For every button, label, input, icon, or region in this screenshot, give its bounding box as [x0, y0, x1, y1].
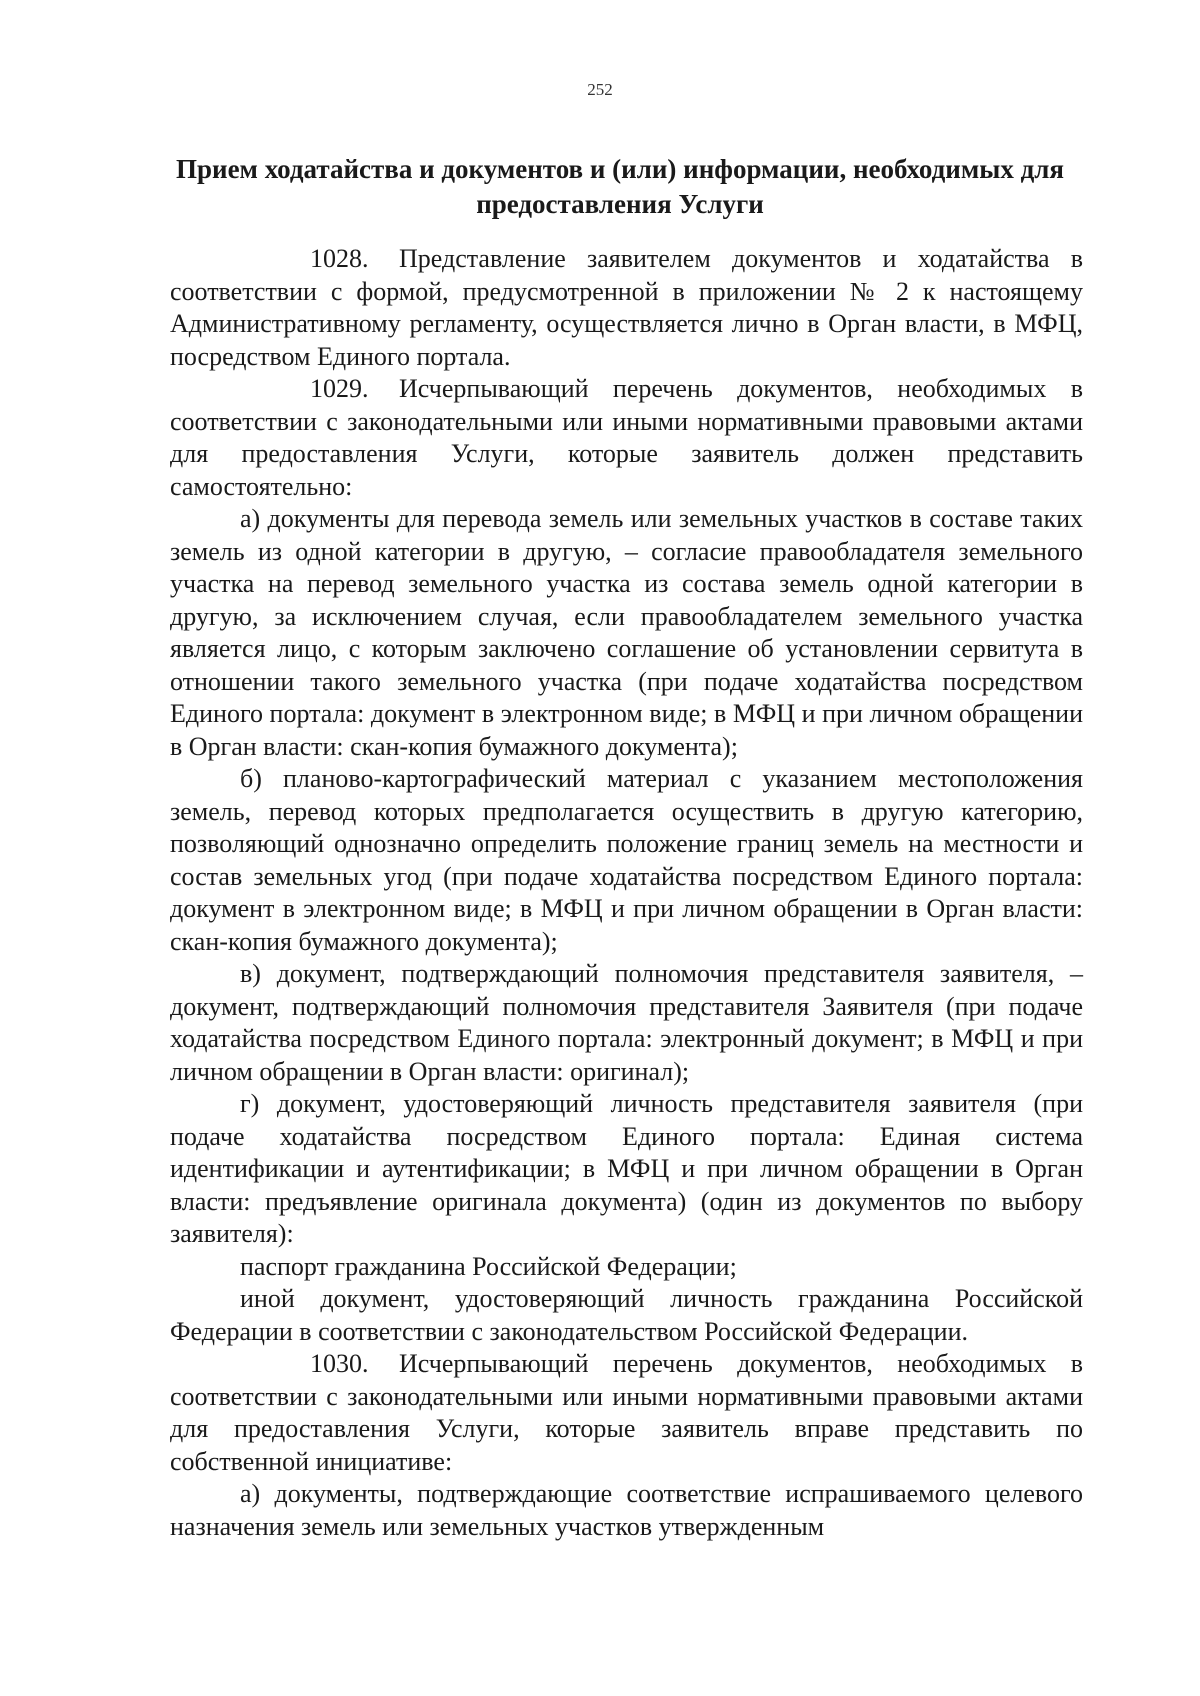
paragraph-number: 1028.	[310, 244, 369, 273]
paragraph-number: 1029.	[310, 374, 369, 403]
page-number: 252	[587, 80, 613, 99]
document-body	[170, 243, 1083, 1543]
paragraph-text: Исчерпывающий перечень документов, необходимых в соответствии с законодательными или иными нормативными правовыми актами для предоставления Услуги, которые заявитель должен представить самостоятельно:	[170, 374, 1083, 501]
paragraph-text: Представление заявителем документов и ходатайства в соответствии с формой, предусмотренной в приложении № 2 к настоящему Административному регламенту, осуществляется лично в Орган власти, в МФЦ, посредством Единого портала.	[170, 244, 1083, 371]
list-subitem-passport: паспорт гражданина Российской Федерации;	[240, 1251, 737, 1281]
paragraph-1029	[170, 373, 1083, 503]
paragraph-1028	[170, 243, 1083, 373]
paragraph-text: Исчерпывающий перечень документов, необходимых в соответствии с законодательными или иными нормативными правовыми актами для предоставления Услуги, которые заявитель вправе представить по собственной инициативе:	[170, 1349, 1083, 1476]
section-title: Прием ходатайства и документов и (или) информации, необходимых для предоставления Услуги	[176, 154, 1064, 219]
list-item-g: г) документ, удостоверяющий личность представителя заявителя (при подаче ходатайства посредством Единого портала: Единая система идентификации и аутентификации; в МФЦ и при личном обращении в Орган власти: предъявление оригинала документа) (один из документов по выбору заявителя):	[170, 1089, 1083, 1248]
list-item-a: а) документы для перевода земель или земельных участков в составе таких земель из одной категории в другую, – согласие правообладателя земельного участка на перевод земельного участка из состава земель одной категории в другую, за исключением случая, если правообладателем земельного участка является лицо, с которым заключено соглашение об установлении сервитута в отношении такого земельного участка (при подаче ходатайства посредством Единого портала: документ в электронном виде; в МФЦ и при личном обращении в Орган власти: скан-копия бумажного документа);	[170, 504, 1083, 761]
list-item-v: в) документ, подтверждающий полномочия представителя заявителя, – документ, подтверждающий полномочия представителя Заявителя (при подаче ходатайства посредством Единого портала: электронный документ; в МФЦ и при личном обращении в Орган власти: оригинал);	[170, 959, 1083, 1086]
list-subitem-other-document: иной документ, удостоверяющий личность гражданина Российской Федерации в соответствии с законодательством Российской Федерации.	[170, 1284, 1083, 1346]
paragraph-1030	[170, 1348, 1083, 1478]
paragraph-number: 1030.	[310, 1349, 369, 1378]
list-item-a-2: а) документы, подтверждающие соответствие испрашиваемого целевого назначения земель или земельных участков утвержденным	[170, 1479, 1083, 1541]
list-item-b: б) планово-картографический материал с указанием местоположения земель, перевод которых предполагается осуществить в другую категорию, позволяющий однозначно определить положение границ земель на местности и состав земельных угод (при подаче ходатайства посредством Единого портала: документ в электронном виде; в МФЦ и при личном обращении в Орган власти: скан-копия бумажного документа);	[170, 764, 1083, 956]
